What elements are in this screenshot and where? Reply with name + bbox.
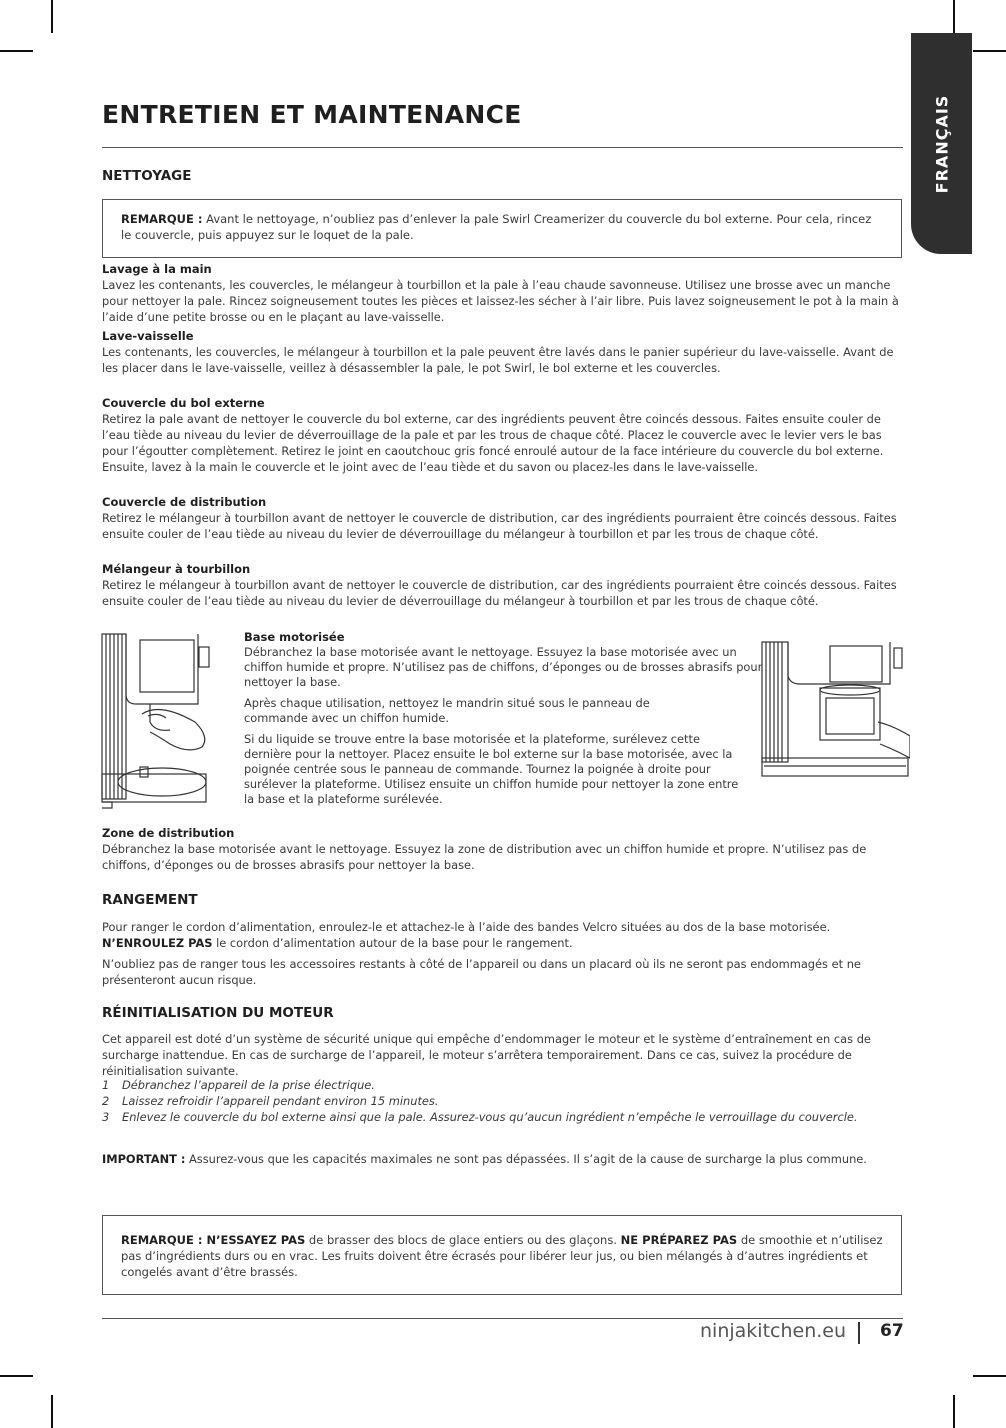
subheading: Lave-vaisselle [102,329,194,343]
step-text: Laissez refroidir l’appareil pendant environ 15 minutes. [122,1094,439,1108]
footer-separator [858,1322,860,1344]
lavage-main-block [102,262,904,325]
paragraph: Retirez la pale avant de nettoyer le couvercle du bol externe, car des ingrédients peuvent être coincés dessous. Faites ensuite couler de l’eau tiède au niveau du levier de déverrouillage de la pale et par les trous de chaque côté. Placez le couvercle avec le levier vers le bas pour l’égoutter complètement. Retirez le joint en caoutchouc gris foncé enroulé autour de la face intérieure du couvercle du bol externe. Ensuite, lavez à la main le couvercle et le joint avec de l’eau tiède et du savon ou placez-les dans le lave-vaisselle. [102,412,884,474]
section-heading-rangement: RANGEMENT [102,892,198,908]
text: Assurez-vous que les capacités maximales ne sont pas dépassées. Il s’agit de la cause de surcharge la plus commune. [185,1152,867,1166]
crop-mark [953,0,955,33]
section-heading-reinitialisation: RÉINITIALISATION DU MOTEUR [102,1005,334,1021]
step-number: 1 [102,1078,110,1092]
subheading: Couvercle du bol externe [102,396,265,410]
subheading: Couvercle de distribution [102,495,267,509]
step-text: Débranchez l’appareil de la prise électrique. [122,1078,375,1092]
language-tab [911,33,972,254]
base-motorisee-block [244,630,764,813]
crop-mark [51,0,53,33]
list-item [102,1077,862,1093]
paragraph: Retirez le mélangeur à tourbillon avant de nettoyer le couvercle de distribution, car des ingrédients pourraient être coincés dessous. Faites ensuite couler de l’eau tiède au niveau du levier de déverrouillage du mélangeur à tourbillon et par les trous de chaque côté. [102,511,897,541]
lave-vaisselle-block [102,329,904,376]
step-number: 2 [102,1094,110,1108]
title-divider [102,147,903,148]
step-text: Enlevez le couvercle du bol externe ainsi que la pale. Assurez-vous qu’aucun ingrédient n’empêche le verrouillage du couvercle. [122,1110,858,1124]
crop-mark [973,50,1006,52]
footer-site: ninjakitchen.eu [700,1320,847,1342]
crop-mark [51,1395,53,1428]
crop-mark [0,50,33,52]
subheading: Zone de distribution [102,826,235,840]
couvercle-distribution-block [102,495,904,542]
section-heading-nettoyage: NETTOYAGE [102,168,192,184]
paragraph: Débranchez la base motorisée avant le nettoyage. Essuyez la zone de distribution avec un chiffon humide et propre. N’utilisez pas de chiffons, d’éponges ou de brosses abrasifs pour nettoyer la base. [102,842,867,872]
subheading: Base motorisée [244,630,345,644]
zone-distribution-block [102,826,904,873]
paragraph: Les contenants, les couvercles, le mélangeur à tourbillon et la pale peuvent être lavés dans le panier supérieur du lave-vaisselle. Avant de les placer dans le lave-vaisselle, veillez à désassembler la pale, le pot Swirl, le bol externe et les couvercles. [102,345,894,375]
subheading: Lavage à la main [102,262,212,276]
appliance-wipe-illustration [100,632,212,812]
text: le cordon d’alimentation autour de la base pour le rangement. [212,936,573,950]
text: de brasser des blocs de glace entiers ou des glaçons. [305,1233,621,1247]
note-box [102,199,902,258]
reinit-steps [102,1077,862,1125]
rangement-paragraph-2: N’oubliez pas de ranger tous les accessoires restants à côté de l’appareil ou dans un placard où ils ne seront pas endommagés et ne présenteront aucun risque. [102,957,861,987]
important-label: IMPORTANT : [102,1152,186,1166]
crop-mark [953,1395,955,1428]
page-number: 67 [880,1321,904,1341]
text: Pour ranger le cordon d’alimentation, enroulez-le et attachez-le à l’aide des bandes Velcro situées au dos de la base motorisée. [102,920,831,934]
subheading: Mélangeur à tourbillon [102,562,251,576]
paragraph: Après chaque utilisation, nettoyez le mandrin situé sous le panneau de commande avec un chiffon humide. [244,696,650,725]
crop-mark [973,1375,1006,1377]
important-paragraph [102,1151,902,1167]
paragraph: Lavez les contenants, les couvercles, le mélangeur à tourbillon et la pale à l’eau chaude savonneuse. Utilisez une brosse avec un manche pour nettoyer la pale. Rincez soigneusement toutes les pièces et laissez-les sécher à l’air libre. Puis lavez soigneusement le pot à la main à l’aide d’une petite brosse ou en le plaçant au lave-vaisselle. [102,278,899,324]
paragraph: Retirez le mélangeur à tourbillon avant de nettoyer le couvercle de distribution, car des ingrédients pourraient être coincés dessous. Faites ensuite couler de l’eau tiède au niveau du levier de déverrouillage du mélangeur à tourbillon et par les trous de chaque côté. [102,578,897,608]
footer-divider [102,1318,903,1319]
reinit-intro: Cet appareil est doté d’un système de sécurité unique qui empêche d’endommager le moteur et le système d’entraînement en cas de surcharge inattendue. En cas de surcharge de l’appareil, le moteur s’arrêtera temporairement. Dans ce cas, suivez la procédure de réinitialisation suivante. [102,1032,871,1078]
emphasis: N’ENROULEZ PAS [102,936,213,950]
crop-mark [0,1375,33,1377]
list-item [102,1093,862,1109]
appliance-platform-illustration [760,640,910,780]
page-title: ENTRETIEN ET MAINTENANCE [102,100,522,129]
note-box-2 [102,1215,902,1295]
paragraph: Débranchez la base motorisée avant le nettoyage. Essuyez la base motorisée avec un chiffon humide et propre. N’utilisez pas de chiffons, d’éponges ou de brosses abrasifs pour nettoyer la base. [244,645,763,689]
couvercle-bol-block [102,396,904,475]
emphasis: N’ESSAYEZ PAS [206,1233,306,1247]
step-number: 3 [102,1110,110,1124]
melangeur-block [102,562,904,609]
list-item [102,1109,862,1125]
note-label: REMARQUE : [121,1233,207,1247]
text: de smoothie et n’utilisez pas d’ingrédients durs ou en vrac. Les fruits doivent être écrasés pour libérer leur jus, ou bien mélangés à d’autres ingrédients et congelés avant d’être brassés. [121,1233,883,1279]
language-tab-label: FRANÇAIS [932,94,951,193]
note-text: Avant le nettoyage, n’oubliez pas d’enlever la pale Swirl Creamerizer du couvercle du bol externe. Pour cela, rincez le couvercle, puis appuyez sur le loquet de la pale. [121,212,872,242]
emphasis: NE PRÉPAREZ PAS [620,1233,738,1247]
paragraph: Si du liquide se trouve entre la base motorisée et la plateforme, surélevez cette dernière pour la nettoyer. Placez ensuite le bol externe sur la base motorisée, avec la poignée centrée sous le panneau de commande. Tournez la poignée à droite pour surélever la plateforme. Utilisez ensuite un chiffon humide pour nettoyer la zone entre la base et la plateforme surélevée. [244,732,739,806]
rangement-paragraph [102,919,902,951]
note-label: REMARQUE : [121,212,203,226]
